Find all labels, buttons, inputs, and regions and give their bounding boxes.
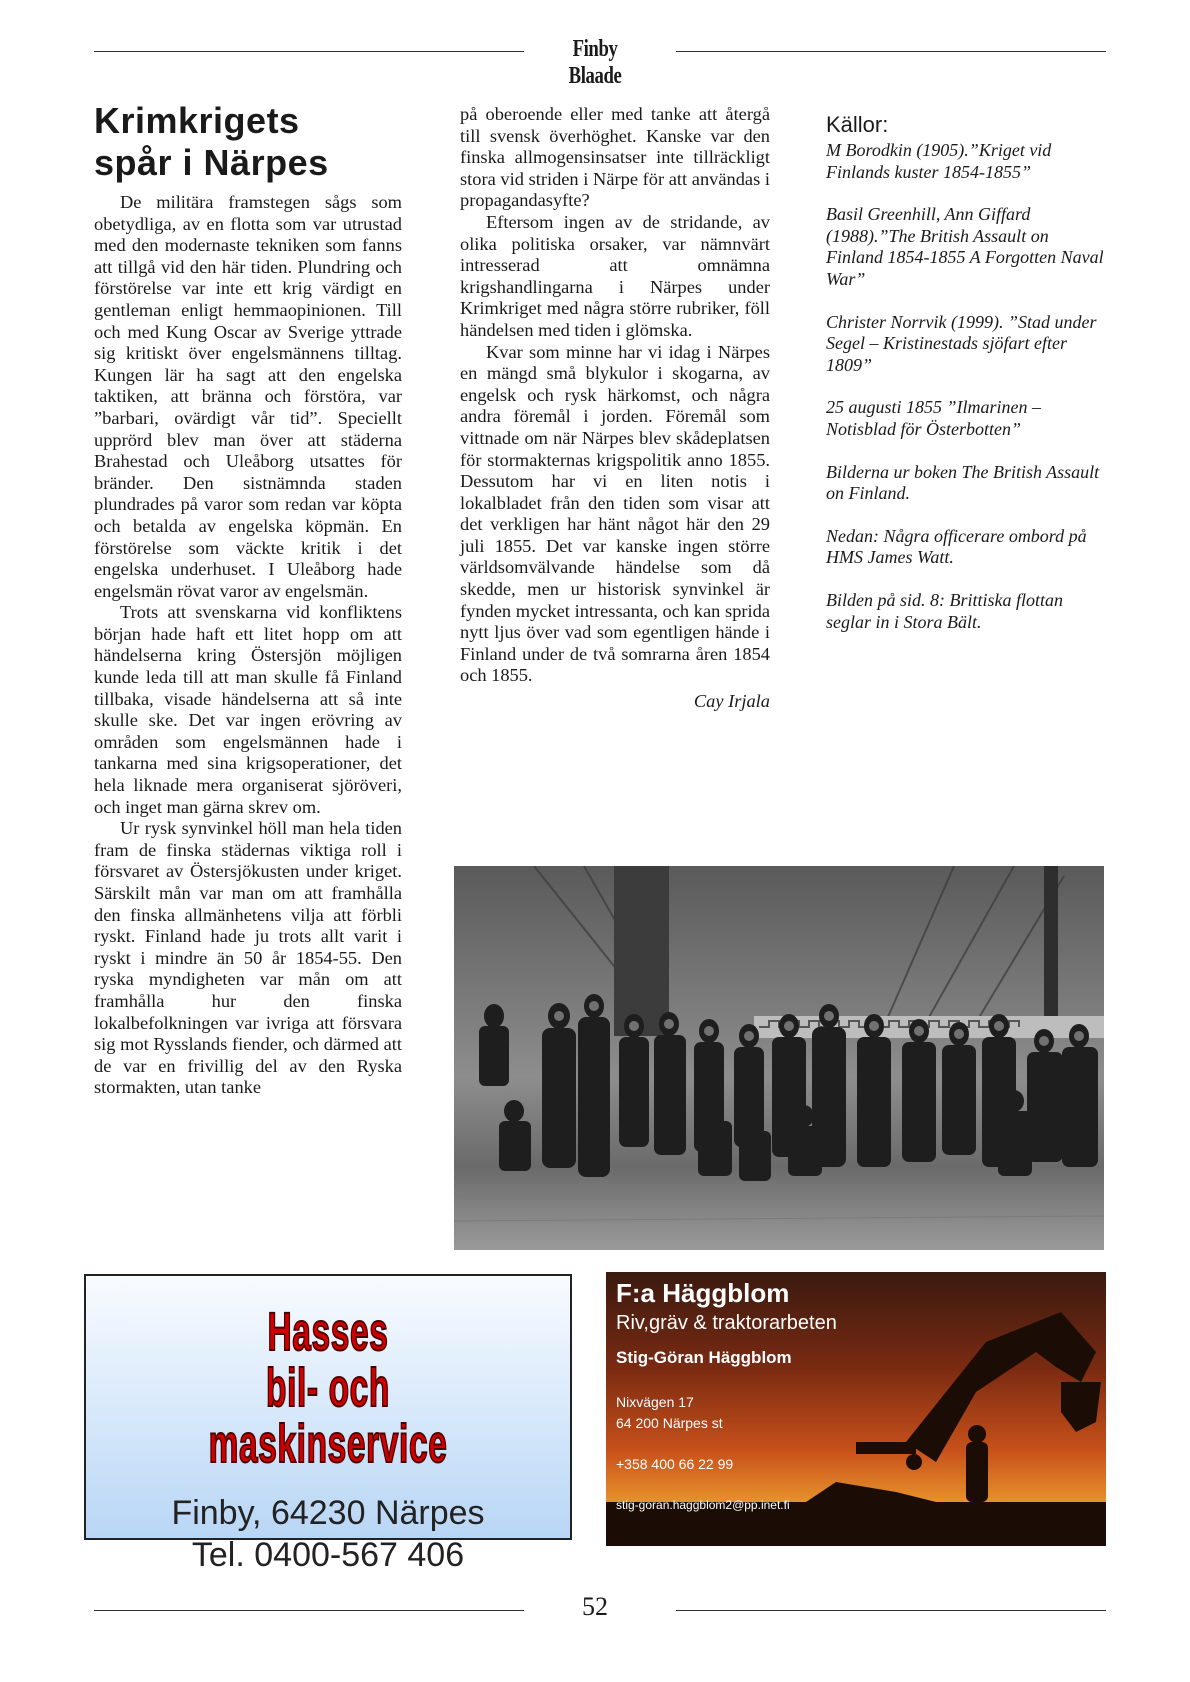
header-rule-left (94, 51, 524, 52)
source-item: Basil Greenhill, Ann Giffard (1988).”The British Assault on Finland 1854-1855 A Forgotten Naval War” (826, 204, 1104, 289)
headline-line-1: Krimkrigets (94, 100, 300, 141)
sources-heading: Källor: (826, 112, 889, 137)
ad-haggblom (606, 1272, 1106, 1546)
ad-haggblom-services: Riv,gräv & traktorarbeten (616, 1312, 837, 1334)
article-paragraph: Trots att svenskarna vid konfliktens början hade haft ett litet hopp om att händelserna kring Östersjön möjligen kunde leda till att man skulle få Finland tillbaka, visade händelserna att så inte skulle ske. Det var ingen erövring av områden som engelsmännen hade i tankarna med sina krigsoperationer, det hela liknade mera organiserat sjöröveri, och inget man gärna skrev om. (94, 602, 402, 817)
source-item: Bilderna ur boken The British Assault on Finland. (826, 461, 1100, 504)
officers-photo-image (454, 866, 1104, 1250)
page-number: 52 (582, 1592, 608, 1621)
article-headline (94, 100, 414, 184)
article-paragraph: Ur rysk synvinkel höll man hela tiden fram de finska städernas viktiga roll i försvaret av Östersjökusten under kriget. Särskilt mån var man om att framhålla den finska allmänhetens vilja att förbli ryskt. Finland hade ju trots allt varit i ryskt i mindre än 50 år 1854-55. Den ryska myndigheten var mån om att framhålla hur den finska lokalbefolkningen var ivriga att försvara sig mot Rysslands fiender, och därmed att de var en frivillig del av den Ryska stormakten, utan tanke (94, 818, 402, 1098)
article-paragraph: på oberoende eller med tanke att återgå till svensk överhöghet. Kanske var den finska allmogensinsatser inte tillräckligt stora vid striden i Närpe för att användas i propagandasyfte? (460, 104, 770, 211)
footer-rule-left (94, 1610, 524, 1611)
footer-rule-right (676, 1610, 1106, 1611)
ad-haggblom-email: stig-goran.haggblom2@pp.inet.fi (616, 1498, 790, 1512)
sources-box (826, 112, 1104, 654)
ad-haggblom-phone: +358 400 66 22 99 (616, 1456, 734, 1472)
header-title: Finby Blaade (568, 36, 622, 89)
source-item: 25 augusti 1855 ”Ilmarinen – Notisblad för Österbotten” (826, 397, 1042, 439)
ad-hasses-name: Hasses (267, 1302, 389, 1362)
ad-haggblom-company: F:a Häggblom (616, 1278, 790, 1308)
headline-line-2: spår i Närpes (94, 142, 329, 183)
article-column-1 (94, 192, 402, 1099)
ad-haggblom-postal: 64 200 Närpes st (616, 1415, 723, 1431)
ad-haggblom-street: Nixvägen 17 (616, 1394, 694, 1410)
article-paragraph: De militära framstegen sågs som obetydliga, av en flotta som var utrustad med den modernaste tekniken som fanns att tillgå vid den här tiden. Plundring och förstörelse var inte ett krig värdigt en gentleman enligt hemmaopinionen. Till och med Kung Oscar av Sverige yttrade sig kritiskt över engelsmännens tilltag. Kungen lär ha sagt att den engelska taktiken, att bränna och förstöra, var ”barbari, ovärdigt vår tid”. Speciellt upprörd blev man över att städerna Brahestad och Uleåborg utsattes för bränder. Den sistnämnda staden plundrades på varor som redan var köpta och betalda av engelska köpmän. En förstörelse som väckte kritik i det engelska underhuset. I Uleåborg hade engelsmän rövat varor av engelsmän. (94, 192, 402, 601)
ad-hasses-address: Finby, 64230 Närpes (171, 1494, 485, 1532)
source-item: Bilden på sid. 8: Brittiska flottan seglar in i Stora Bält. (826, 589, 1063, 632)
header-rule-right (676, 51, 1106, 52)
officers-photo (454, 866, 1104, 1250)
ad-hasses-phone: Tel. 0400-567 406 (191, 1536, 465, 1574)
ad-haggblom-person: Stig-Göran Häggblom (616, 1348, 792, 1367)
source-item: M Borodkin (1905).”Kriget vid Finlands kuster 1854-1855” (826, 140, 1052, 182)
source-item: Nedan: Några officerare ombord på HMS James Watt. (826, 525, 1087, 568)
article-author: Cay Irjala (693, 691, 770, 712)
source-item: Christer Norrvik (1999). ”Stad under Segel – Kristinestads sjöfart efter 1809” (826, 311, 1097, 375)
article-paragraph: Eftersom ingen av de stridande, av olika politiska orsaker, var nämnvärt intresserad att omnämna krigshandlingarna i Närpes under Krimkriget med några större rubriker, föll händelsen med tiden i glömska. (460, 211, 770, 340)
article-column-2 (460, 104, 770, 713)
article-paragraph: Kvar som minne har vi idag i Närpes en mängd små blykulor i skogarna, av engelsk och rysk härkomst, och några andra föremål i jorden. Föremål som vittnade om när Närpes blev skådeplatsen för stormakternas krigspolitik anno 1855. Dessutom har vi en liten notis i lokalbladet från den tiden som visar att det verkligen har hänt något här den 29 juli 1855. Det var kanske ingen större världsomvälvande händelse som då skedde, men ur historisk synvinkel är fynden mycket intressanta, och kan sprida nytt ljus över vad som egentligen hände i Finland under de två somrarna åren 1854 och 1855. (460, 341, 770, 686)
ad-hasses-service: bil- och maskinservice (208, 1358, 448, 1474)
ad-hasses (84, 1274, 572, 1574)
